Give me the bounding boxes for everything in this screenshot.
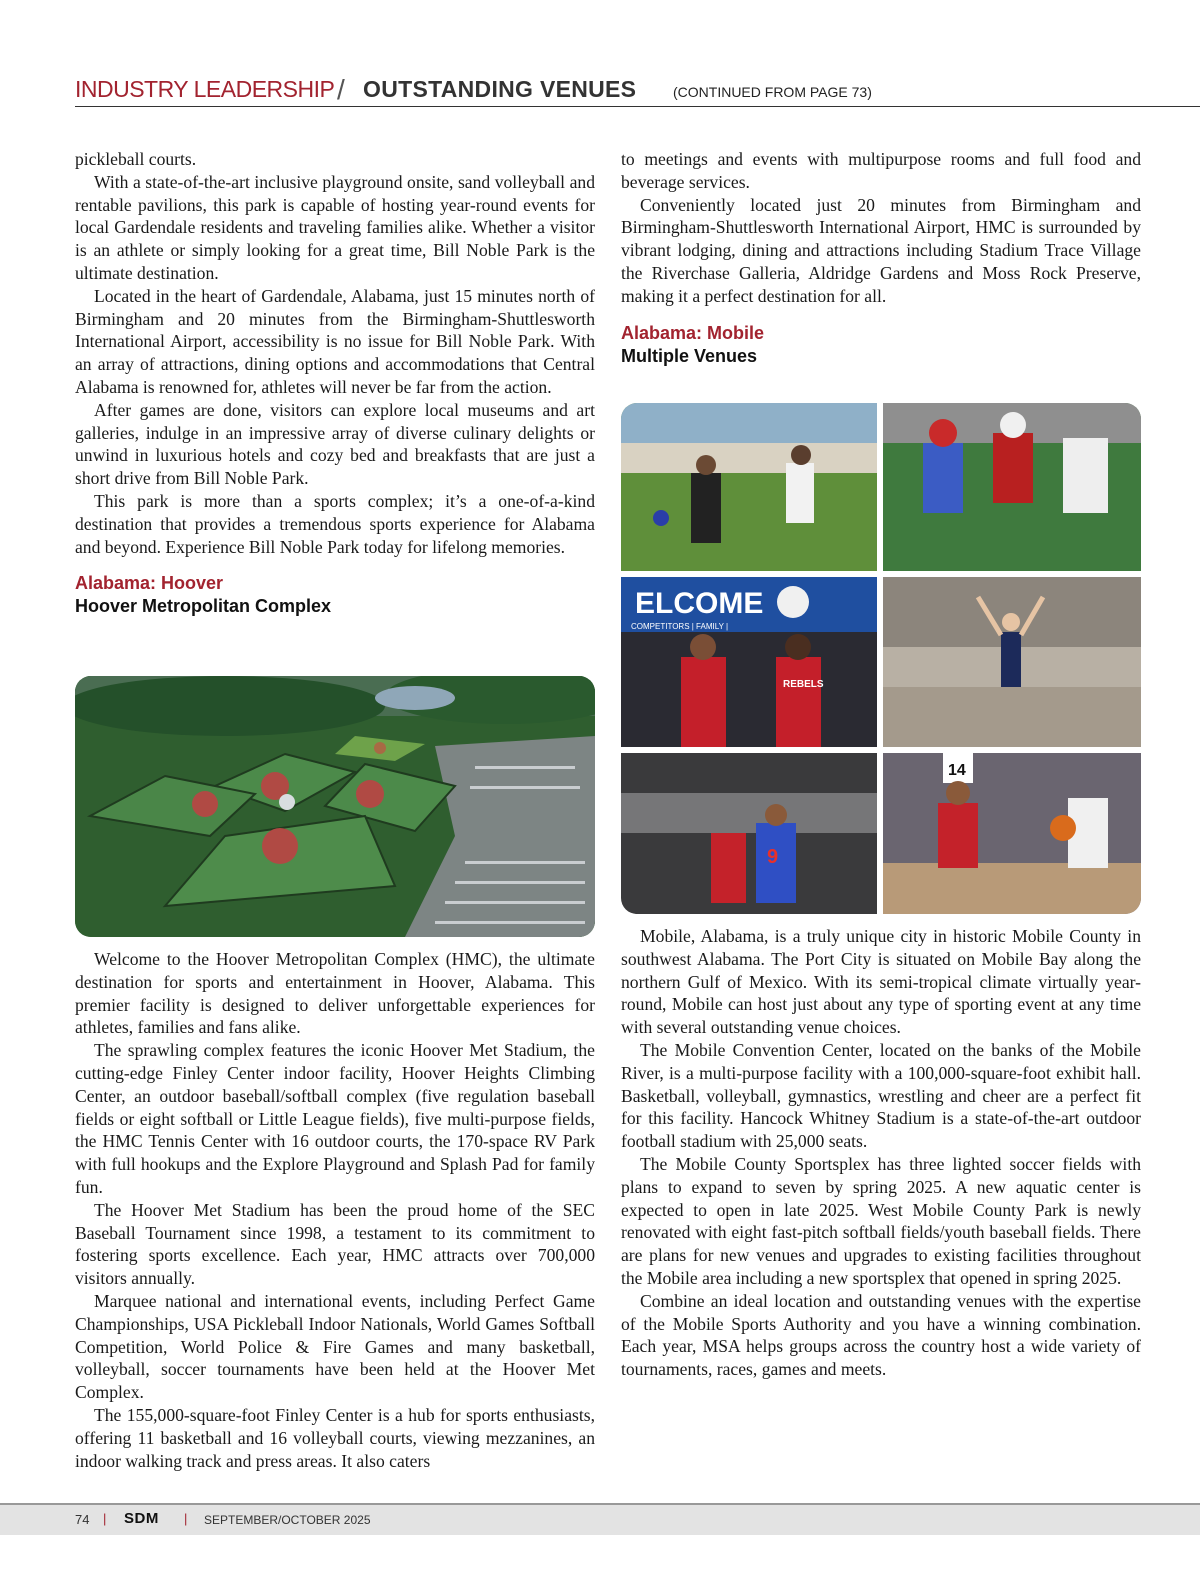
- paragraph: Marquee national and international events, including Perfect Game Championships, USA Pickleball Indoor Nationals, World Games Softball Competition, World Police & Fire Games and many basketball, volleyball, soccer tournaments have been held at the Hoover Met Complex.: [75, 1290, 595, 1403]
- running-header: [75, 76, 1200, 107]
- paragraph: The sprawling complex features the iconic Hoover Met Stadium, the cutting-edge Finley Center indoor facility, Hoover Heights Climbing Center, an outdoor baseball/softball complex (five regulation baseball fields or eight softball or Little League fields), five multi-purpose fields, the HMC Tennis Center with 16 outdoor courts, the 170-space RV Park with full hookups and the Explore Playground and Splash Pad for family fun.: [75, 1040, 595, 1197]
- aerial-illustration: [75, 676, 595, 937]
- paragraph: pickleball courts.: [75, 149, 197, 169]
- scoreboard-number: 14: [948, 762, 966, 779]
- footer-separator: |: [103, 1511, 107, 1526]
- paragraph: Combine an ideal location and outstanding venues with the expertise of the Mobile Sports Authority and you have a winning combination. Each year, MSA helps groups across the country host a wide variety of tournaments, races, games and meets.: [621, 1290, 1141, 1380]
- paragraph: The Hoover Met Stadium has been the proud home of the SEC Baseball Tournament since 1998, a testament to its commitment to fostering sports excellence. Each year, HMC attracts over 700,000 visitors annually.: [75, 1199, 595, 1289]
- mobile-venue-heading: Multiple Venues: [621, 345, 758, 366]
- section-kicker: INDUSTRY LEADERSHIP: [75, 76, 335, 102]
- right-column-lower: [621, 925, 1141, 1381]
- gymnastics-photo: [883, 577, 1141, 747]
- basketball-illustration: [883, 753, 1141, 914]
- paragraph: This park is more than a sports complex; it’s a one-of-a-kind destination that provides a tremendous sports experience for Alabama and beyond. Experience Bill Noble Park today for lifelong memories.: [75, 490, 595, 557]
- footer-separator: |: [184, 1511, 188, 1526]
- section-title: OUTSTANDING VENUES: [363, 76, 637, 102]
- paragraph: Welcome to the Hoover Metropolitan Complex (HMC), the ultimate destination for sports and entertainment in Hoover, Alabama. This premier facility is designed to deliver unforgettable experiences for athletes, families and fans alike.: [75, 949, 595, 1038]
- mobile-region-heading: Alabama: Mobile: [621, 322, 765, 343]
- paragraph: The Mobile County Sportsplex has three lighted soccer fields with plans to expand to seven by spring 2025. A new aquatic center is expected to open in late 2025. West Mobile County Park is newly renovated with eight fast-pitch softball fields/youth baseball fields. There are plans for new venues and upgrades to existing facilities throughout the Mobile area including a new sportsplex that opened in spring 2025.: [621, 1153, 1141, 1288]
- right-column: [621, 148, 1141, 368]
- football-illustration: [883, 403, 1141, 571]
- paragraph: The Mobile Convention Center, located on the banks of the Mobile River, is a multi-purpose facility with a 100,000-square-foot exhibit hall. Basketball, volleyball, gymnastics, wrestling and cheer are a perfect fit for this facility. Hancock Whitney Stadium is a state-of-the-art outdoor football stadium with 25,000 seats.: [621, 1039, 1141, 1152]
- cheer-photo: [621, 577, 877, 747]
- volleyball-illustration: [621, 753, 877, 914]
- hoover-region-heading: Alabama: Hoover: [75, 573, 224, 594]
- basketball-photo: [883, 753, 1141, 914]
- hoover-aerial-photo: [75, 676, 595, 937]
- page-footer: [0, 1503, 1200, 1535]
- left-column: [75, 148, 595, 618]
- paragraph: The 155,000-square-foot Finley Center is a hub for sports enthusiasts, offering 11 basketball and 16 volleyball courts, viewing mezzanines, an indoor walking track and press areas. It also caters: [75, 1404, 595, 1471]
- banner-text: ELCOME: [635, 587, 764, 620]
- football-photo: [883, 403, 1141, 571]
- soccer-illustration: [621, 403, 877, 571]
- volleyball-photo: [621, 753, 877, 914]
- magazine-logo: SDM: [124, 1510, 159, 1527]
- continued-note: (CONTINUED FROM PAGE 73): [673, 84, 872, 100]
- header-slash: /: [337, 74, 345, 105]
- page-number: 74: [75, 1512, 90, 1527]
- cheer-illustration: [621, 577, 877, 747]
- paragraph: to meetings and events with multipurpose rooms and full food and beverage services.: [621, 149, 1141, 192]
- hoover-venue-heading: Hoover Metropolitan Complex: [75, 596, 332, 617]
- paragraph: Located in the heart of Gardendale, Alabama, just 15 minutes north of Birmingham and 20 minutes from the Birmingham-Shuttlesworth International Airport, accessibility is no issue for Bill Noble Park. With an array of attractions, dining options and accommodations that Central Alabama is renowned for, athletes will never be far from the action.: [75, 285, 595, 397]
- gymnastics-illustration: [883, 577, 1141, 747]
- issue-date: SEPTEMBER/OCTOBER 2025: [204, 1513, 371, 1527]
- paragraph: After games are done, visitors can explore local museums and art galleries, indulge in an impressive array of diverse culinary delights or unwind in luxurious hotels and cozy bed and breakfasts that are just a short drive from Bill Noble Park.: [75, 399, 595, 489]
- left-column-lower: [75, 948, 595, 1472]
- banner-subtext: COMPETITORS | FAMILY |: [631, 622, 729, 631]
- soccer-photo: [621, 403, 877, 571]
- uniform-text: REBELS: [783, 679, 824, 690]
- paragraph: Conveniently located just 20 minutes from Birmingham and Birmingham-Shuttlesworth International Airport, HMC is surrounded by vibrant lodging, dining and attractions including Stadium Trace Village the Riverchase Galleria, Aldridge Gardens and Moss Rock Preserve, making it a perfect destination for all.: [621, 194, 1141, 306]
- paragraph: Mobile, Alabama, is a truly unique city in historic Mobile County in southwest Alabama. The Port City is situated on Mobile Bay along the northern Gulf of Mexico. With its semi-tropical climate virtually year-round, Mobile can host just about any type of sporting event at any time with several outstanding venue choices.: [621, 926, 1141, 1038]
- mobile-photo-collage: [621, 403, 1141, 914]
- jersey-number: 9: [767, 846, 779, 868]
- paragraph: With a state-of-the-art inclusive playground onsite, sand volleyball and rentable pavilions, this park is capable of hosting year-round events for local Gardendale residents and traveling families alike. Whether a visitor is an athlete or simply looking for a great time, Bill Noble Park is the ultimate destination.: [75, 171, 595, 283]
